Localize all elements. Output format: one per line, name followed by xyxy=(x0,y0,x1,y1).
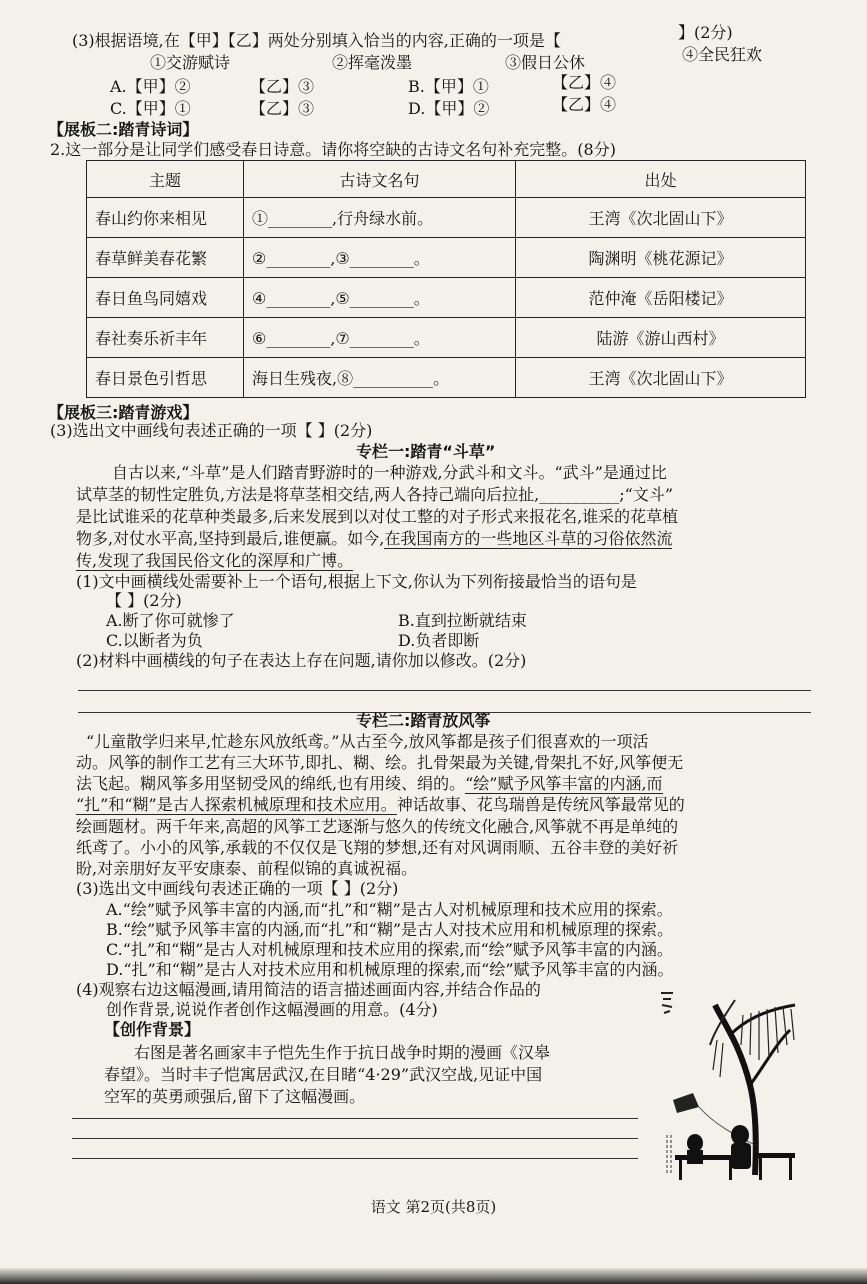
row-theme: 春草鲜美春花繁 xyxy=(87,238,244,278)
answer-line[interactable] xyxy=(72,1138,638,1139)
row-source: 陆游《游山西村》 xyxy=(516,318,806,358)
q3-2: (2)材料中画横线的句子在表达上存在问题,请你加以修改。(2分) xyxy=(76,651,527,670)
p2-line5: 绘画题材。两千年来,高超的风筝工艺逐渐与悠久的传统文化融合,风筝就不再是单纯的 xyxy=(76,817,679,836)
comic-illustration xyxy=(655,985,800,1185)
row-verse: ②________,③________。 xyxy=(244,238,516,278)
option-d-1: D.【甲】② xyxy=(408,99,490,118)
table-row xyxy=(87,198,806,238)
q3-4-line1: (4)观察右边这幅漫画,请用简洁的语言描述画面内容,并结合作品的 xyxy=(76,980,541,999)
header-verse: 古诗文名句 xyxy=(244,161,516,198)
row-verse: 海日生残夜,⑧__________。 xyxy=(244,358,516,398)
p2-line6: 纸鸢了。小小的风筝,承载的不仅仅是飞翔的梦想,还有对风调雨顺、五谷丰登的美好祈 xyxy=(76,838,679,857)
row-theme: 春山约你来相见 xyxy=(87,198,244,238)
option-b-2: 【乙】④ xyxy=(552,73,617,92)
background-title: 【创作背景】 xyxy=(104,1020,201,1039)
column2-title: 专栏二:踏青放风筝 xyxy=(356,711,491,730)
header-source: 出处 xyxy=(516,161,806,198)
option-c-2: 【乙】③ xyxy=(250,99,315,118)
question-3: (3)选出文中画线句表述正确的一项【 】(2分) xyxy=(50,421,373,440)
table-header-row xyxy=(87,161,806,198)
p1-line1: 自古以来,“斗草”是人们踏青野游时的一种游戏,分武斗和文斗。“武斗”是通过比 xyxy=(112,463,667,482)
item-1: ①交游赋诗 xyxy=(150,53,231,72)
row-theme: 春日景色引哲思 xyxy=(87,358,244,398)
q3-1-bracket: 【 】(2分) xyxy=(106,591,182,610)
row-theme: 春社奏乐祈丰年 xyxy=(87,318,244,358)
board2-heading: 【展板二:踏青诗词】 xyxy=(48,120,199,139)
row-verse: ①________,行舟绿水前。 xyxy=(244,198,516,238)
p2-underlined-a: “绘”赋予风筝丰富的内涵,而 xyxy=(465,774,663,793)
p1-line2: 试草茎的韧性定胜负,方法是将草茎相交结,两人各持己端向后拉扯,__________;“文斗” xyxy=(76,485,674,504)
p1-underlined-b: 传,发现了我国民俗文化的深厚和广博。 xyxy=(76,551,354,570)
p2-line1: “儿童散学归来早,忙趁东风放纸鸢。”从古至今,放风筝都是孩子们很喜欢的一项活 xyxy=(86,732,649,751)
row-source: 范仲淹《岳阳楼记》 xyxy=(516,278,806,318)
table-row xyxy=(87,238,806,278)
background-line1: 右图是著名画家丰子恺先生作于抗日战争时期的漫画《汉皋 xyxy=(134,1043,551,1062)
p2-line4-text: 神话故事、花鸟瑞兽是传统风筝最常见的 xyxy=(396,795,685,814)
p1-line5 xyxy=(76,550,353,572)
q3-3-d: D.“扎”和“糊”是古人对技术应用和机械原理的探索,而“绘”赋予风筝丰富的内涵。 xyxy=(106,960,674,979)
board3-heading: 【展板三:踏青游戏】 xyxy=(48,403,199,422)
option-c-1: C.【甲】① xyxy=(110,99,191,118)
question-2: 2.这一部分是让同学们感受春日诗意。请你将空缺的古诗文名句补充完整。(8分) xyxy=(50,140,616,159)
p2-line4 xyxy=(76,794,685,816)
answer-line[interactable] xyxy=(78,690,811,691)
row-source: 王湾《次北固山下》 xyxy=(516,198,806,238)
p2-underlined-b: “扎”和“糊”是古人探索机械原理和技术应用。 xyxy=(76,795,397,814)
item-2: ②挥毫泼墨 xyxy=(332,53,413,72)
row-theme: 春日鱼鸟同嬉戏 xyxy=(87,278,244,318)
q3-3-b: B.“绘”赋予风筝丰富的内涵,而“扎”和“糊”是古人对技术应用和机械原理的探索。 xyxy=(106,920,674,939)
table-row xyxy=(87,278,806,318)
table-row xyxy=(87,318,806,358)
q3-1: (1)文中画横线处需要补上一个语句,根据上下文,你认为下列衔接最恰当的语句是 xyxy=(76,572,637,591)
answer-line[interactable] xyxy=(72,1158,638,1159)
q3-stem: (3)根据语境,在【甲】【乙】两处分别填入恰当的内容,正确的一项是【 xyxy=(72,31,561,50)
q3-1-c: C.以断者为负 xyxy=(106,631,203,650)
p2-line7: 盼,对亲朋好友平安康泰、前程似锦的真诚祝福。 xyxy=(76,859,418,878)
q3-score: 】(2分) xyxy=(678,23,733,42)
row-source: 王湾《次北固山下》 xyxy=(516,358,806,398)
page-footer: 语文 第2页(共8页) xyxy=(370,1198,497,1216)
q3-4-line2: 创作背景,说说作者创作这幅漫画的用意。(4分) xyxy=(106,1000,438,1019)
row-verse: ⑥________,⑦________。 xyxy=(244,318,516,358)
q3-3-c: C.“扎”和“糊”是古人对机械原理和技术应用的探索,而“绘”赋予风筝丰富的内涵。 xyxy=(106,940,673,959)
p1-line4-text: 物多,对仗水平高,坚持到最后,谁便赢。如今, xyxy=(76,529,385,548)
background-line2: 春望》。当时丰子恺寓居武汉,在目睹“4·29”武汉空战,见证中国 xyxy=(104,1065,543,1084)
poem-table xyxy=(86,160,806,398)
p2-line2: 动。风筝的制作工艺有三大环节,即扎、糊、绘。扎骨架最为关键,骨架扎不好,风筝便无 xyxy=(76,753,684,772)
background-line3: 空军的英勇顽强后,留下了这幅漫画。 xyxy=(104,1087,366,1106)
header-theme: 主题 xyxy=(87,161,244,198)
answer-line[interactable] xyxy=(72,1118,638,1119)
q3-1-b: B.直到拉断就结束 xyxy=(398,611,527,630)
row-verse: ④________,⑤________。 xyxy=(244,278,516,318)
table-row xyxy=(87,358,806,398)
column1-title: 专栏一:踏青“斗草” xyxy=(356,442,496,461)
row-source: 陶渊明《桃花源记》 xyxy=(516,238,806,278)
q3-1-d: D.负者即断 xyxy=(398,631,480,650)
option-a-1: A.【甲】② xyxy=(110,77,191,96)
p1-line4 xyxy=(76,528,672,550)
option-a-2: 【乙】③ xyxy=(250,77,315,96)
item-3: ③假日公休 xyxy=(505,53,586,72)
item-4: ④全民狂欢 xyxy=(682,45,763,64)
q3-1-a: A.断了你可就惨了 xyxy=(106,611,235,630)
option-b-1: B.【甲】① xyxy=(408,77,489,96)
p2-line3 xyxy=(76,773,663,795)
scan-edge xyxy=(0,1268,867,1284)
p2-line3-text: 法飞起。糊风筝多用坚韧受风的绵纸,也有用绫、绢的。 xyxy=(76,774,466,793)
q3-3: (3)选出文中画线句表述正确的一项【 】(2分) xyxy=(76,879,399,898)
q3-3-a: A.“绘”赋予风筝丰富的内涵,而“扎”和“糊”是古人对机械原理和技术应用的探索。 xyxy=(106,900,673,919)
p1-line3: 是比试谁采的花草种类最多,后来发展到以对仗工整的对子形式来报花名,谁采的花草植 xyxy=(76,507,679,526)
p1-underlined-a: 在我国南方的一些地区斗草的习俗依然流 xyxy=(384,529,673,548)
option-d-2: 【乙】④ xyxy=(552,95,617,114)
